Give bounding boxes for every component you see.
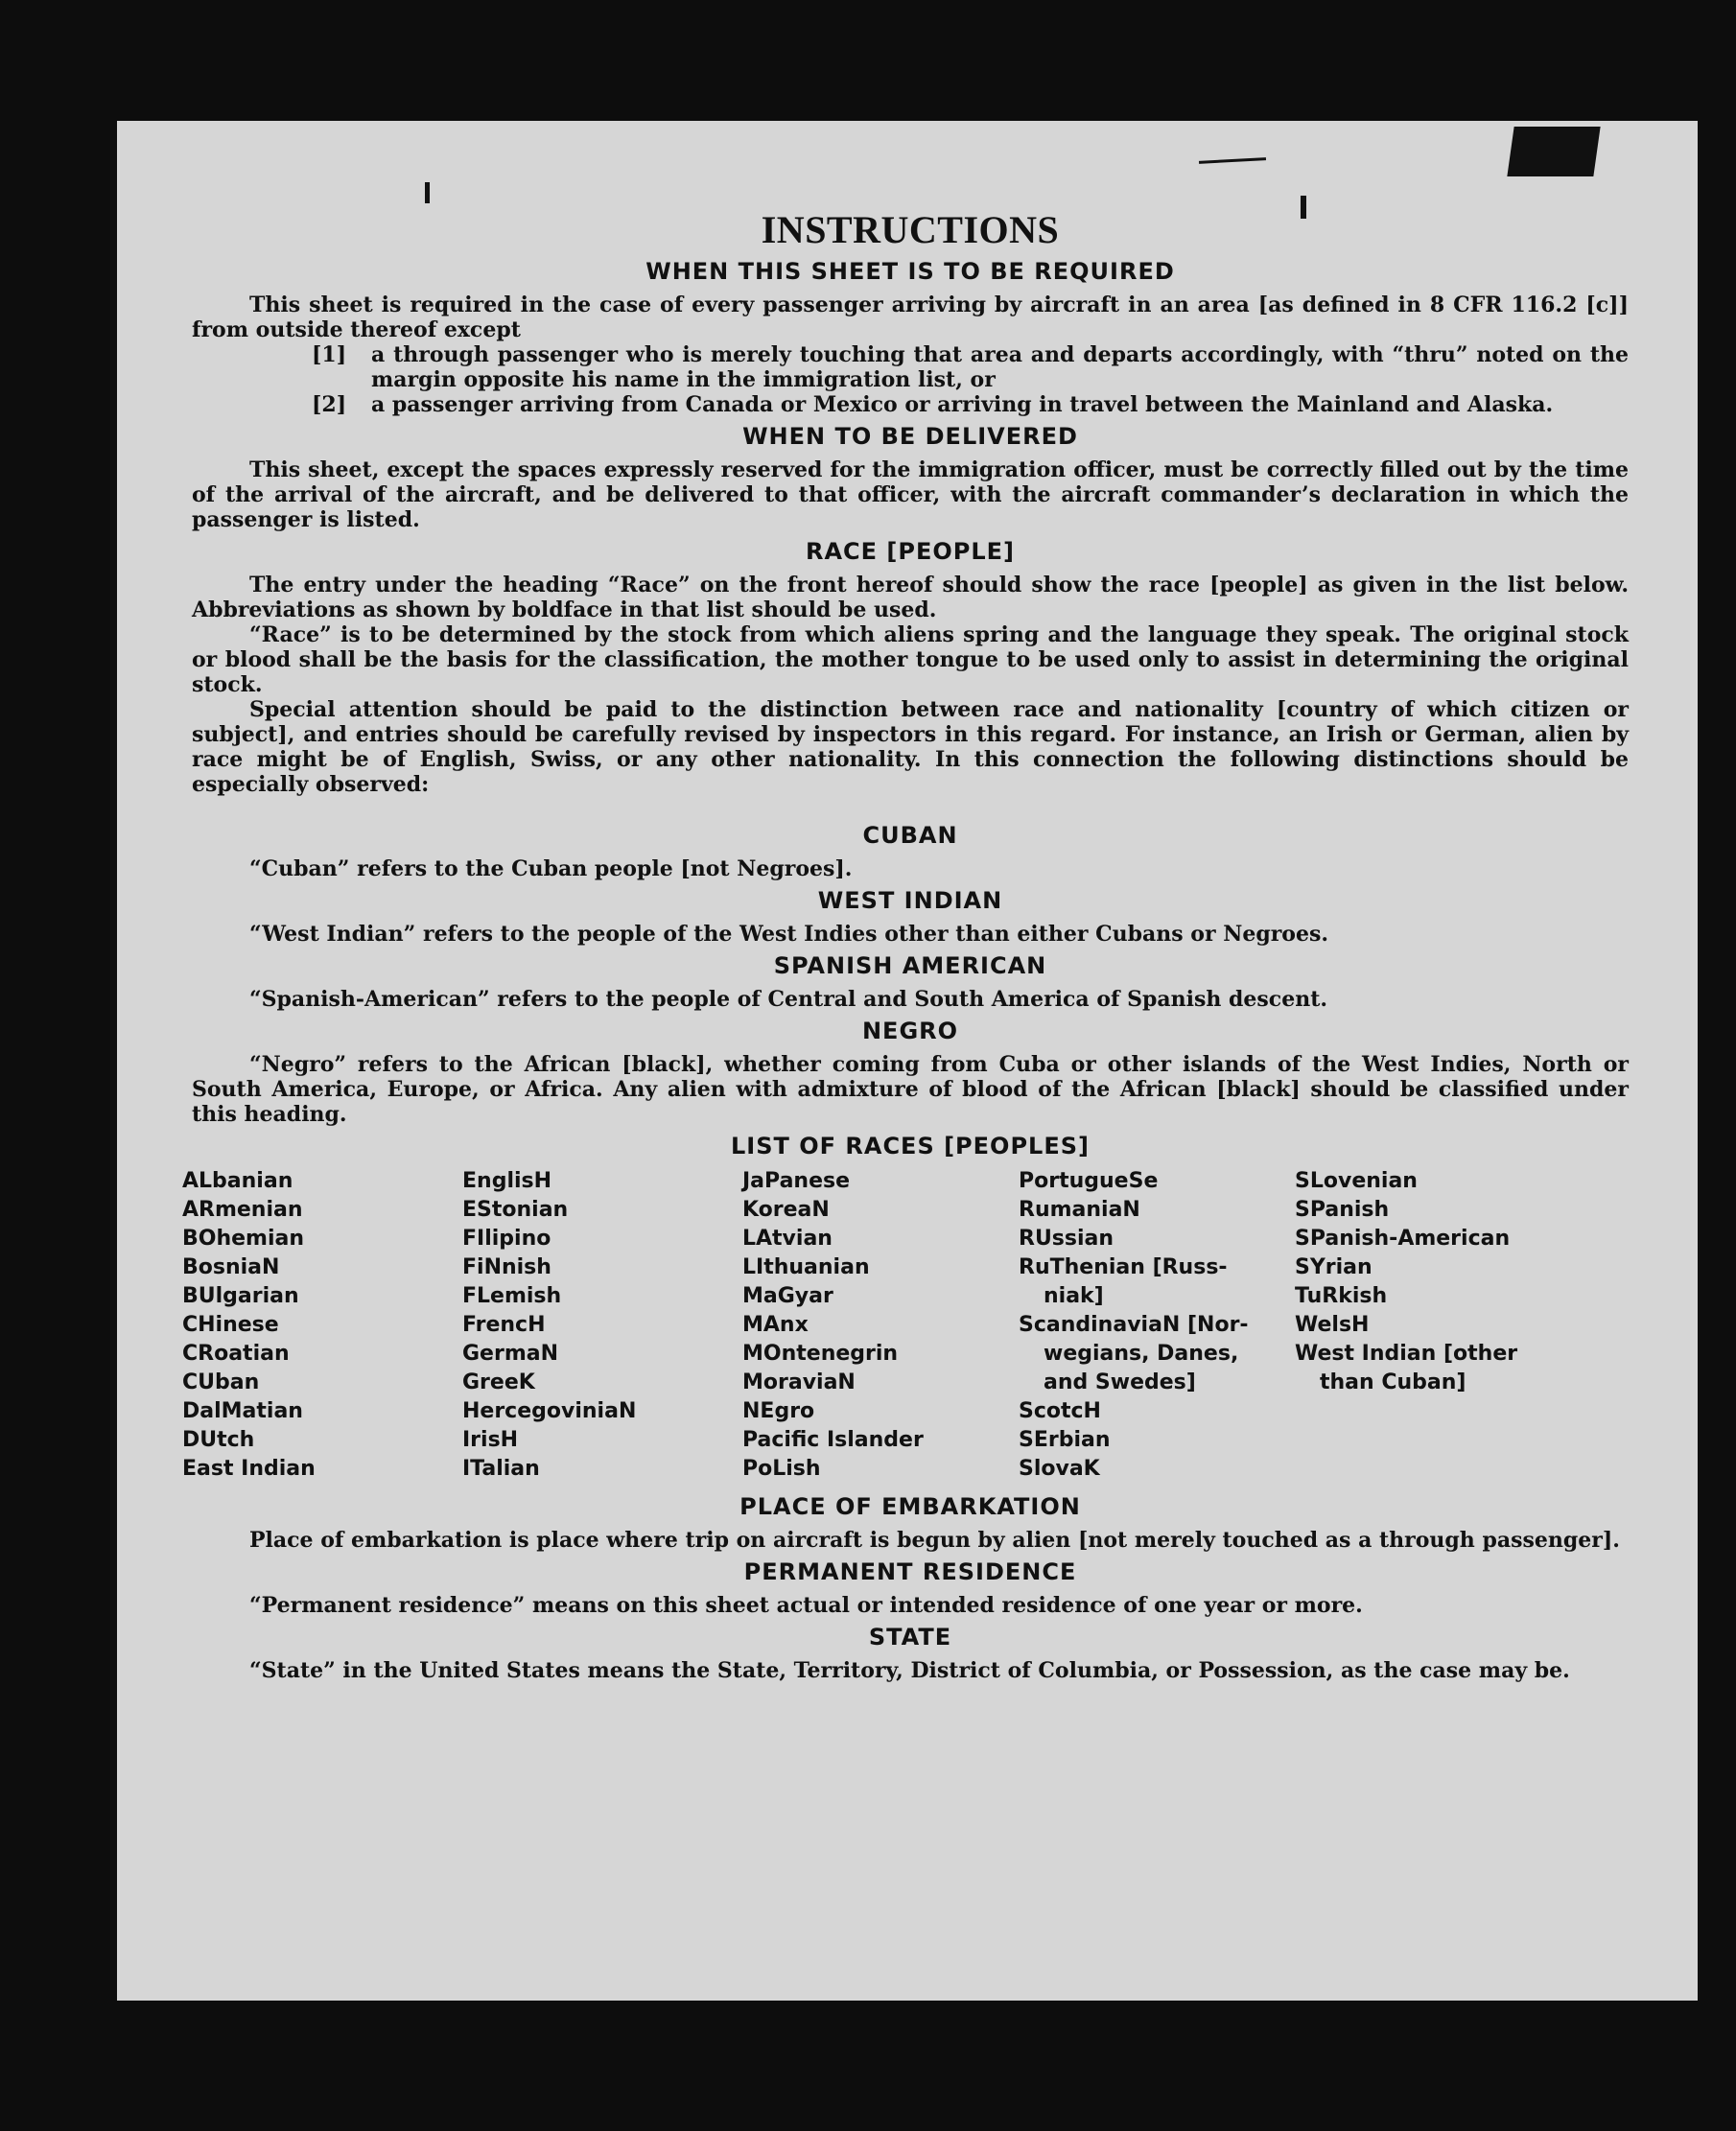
heading-list-of-races: LIST OF RACES [PEOPLES] [731,1133,1090,1159]
exception-text: a through passenger who is merely touching that area and departs accordingly, with “thru” noted on the margin opposite his name in the immigration list, or [371,342,1629,392]
race-item: JaPanese [742,1169,851,1193]
race-item: GermaN [462,1342,559,1366]
scan-blot [1507,127,1600,176]
race-item: ALbanian [182,1169,293,1193]
race-item: SPanish [1295,1198,1390,1222]
page-title: INSTRUCTIONS [761,208,1060,251]
race-item: niak] [1044,1284,1104,1308]
scan-mark [425,182,430,203]
race-item: than Cuban] [1320,1370,1466,1394]
exception-item-1 [312,342,1629,392]
heading-state: STATE [868,1624,952,1651]
heading-spanish-american: SPANISH AMERICAN [773,952,1047,979]
spanish-american-text: “Spanish-American” refers to the people of Central and South America of Spanish descent. [249,987,1328,1012]
west-indian-text: “West Indian” refers to the people of the West Indies other than either Cubans or Negroes. [249,922,1329,947]
race-item: TuRkish [1295,1284,1388,1308]
race-item: West Indian [other [1295,1342,1518,1366]
race-item: Pacific Islander [742,1428,924,1452]
delivered-text: This sheet, except the spaces expressly reserved for the immigration officer, must be correctly filled out by the time of the arrival of the aircraft, and be delivered to that officer, with the aircraft commander’s declaration in which the passenger is listed. [192,457,1629,532]
race-column-4 [1019,1167,1295,1484]
race-item: MaGyar [742,1284,833,1308]
race-item: CHinese [182,1313,279,1337]
race-item: SLovenian [1295,1169,1418,1193]
race-item: FLemish [462,1284,562,1308]
race-item: SErbian [1019,1428,1111,1452]
race-item: MOntenegrin [742,1342,899,1366]
race-item: WelsH [1295,1313,1370,1337]
required-intro: This sheet is required in the case of every passenger arriving by aircraft in an area [as defined in 8 CFR 116.2 [c]] from outside thereof except [192,293,1629,342]
race-item: East Indian [182,1457,316,1481]
race-item: SPanish-American [1295,1227,1511,1251]
race-column-1 [182,1167,462,1484]
race-item: FIlipino [462,1227,551,1251]
race-item: EnglisH [462,1169,552,1193]
exception-number: [2] [312,392,347,417]
race-item: RuThenian [Russ- [1019,1255,1228,1279]
race-item: MAnx [742,1313,809,1337]
race-item: LAtvian [742,1227,833,1251]
race-item: GreeK [462,1370,535,1394]
race-item: RumaniaN [1019,1198,1140,1222]
heading-embarkation: PLACE OF EMBARKATION [739,1493,1081,1520]
race-item: and Swedes] [1044,1370,1196,1394]
race-paragraph-2: “Race” is to be determined by the stock from which aliens spring and the language they speak. The original stock or blood shall be the basis for the classification, the mother tongue to be used only to assist in determining the original stock. [192,622,1629,697]
race-item: FrencH [462,1313,546,1337]
exception-text: a passenger arriving from Canada or Mexico or arriving in travel between the Mainland and Alaska. [371,392,1554,417]
race-item: wegians, Danes, [1044,1342,1239,1366]
instruction-sheet [117,121,1698,2001]
race-item: PoLish [742,1457,821,1481]
race-item: ScotcH [1019,1399,1101,1423]
heading-west-indian: WEST INDIAN [817,887,1003,914]
state-text: “State” in the United States means the State, Territory, District of Columbia, or Possession, as the case may be. [249,1658,1570,1683]
race-item: HercegoviniaN [462,1399,637,1423]
heading-permanent-residence: PERMANENT RESIDENCE [743,1558,1077,1585]
heading-when-delivered: WHEN TO BE DELIVERED [742,423,1078,450]
heading-race: RACE [PEOPLE] [805,538,1016,565]
race-item: MoraviaN [742,1370,856,1394]
race-item: ITalian [462,1457,540,1481]
exception-item-2 [312,392,1629,417]
race-column-3 [742,1167,1019,1484]
race-item: NEgro [742,1399,815,1423]
race-item: RUssian [1019,1227,1114,1251]
race-item: BosniaN [182,1255,280,1279]
race-item: PortugueSe [1019,1169,1159,1193]
race-item: EStonian [462,1198,569,1222]
race-item: BUlgarian [182,1284,299,1308]
scan-mark [1301,196,1306,219]
race-item: DalMatian [182,1399,303,1423]
cuban-text: “Cuban” refers to the Cuban people [not Negroes]. [249,856,853,881]
race-paragraph-3: Special attention should be paid to the distinction between race and nationality [country of which citizen or subject], and entries should be carefully revised by inspectors in this regard. For instance, an Irish or German, alien by race might be of English, Swiss, or any other nationality. In this connection the following distinctions should be especially observed: [192,697,1629,797]
race-item: SlovaK [1019,1457,1100,1481]
embarkation-text: Place of embarkation is place where trip on aircraft is begun by alien [not merely touched as a through passenger]. [249,1528,1620,1553]
negro-text: “Negro” refers to the African [black], whether coming from Cuba or other islands of the West Indies, North or South America, Europe, or Africa. Any alien with admixture of blood of the African [black] should be classified under this heading. [192,1052,1629,1127]
race-item: DUtch [182,1428,255,1452]
heading-when-required: WHEN THIS SHEET IS TO BE REQUIRED [645,258,1175,285]
race-item: IrisH [462,1428,519,1452]
race-paragraph-1: The entry under the heading “Race” on the front hereof should show the race [people] as given in the list below. Abbreviations as shown by boldface in that list should be used. [192,573,1629,622]
exception-number: [1] [312,342,347,367]
heading-cuban: CUBAN [862,822,958,849]
race-item: BOhemian [182,1227,305,1251]
race-item: CUban [182,1370,260,1394]
race-item: ScandinaviaN [Nor- [1019,1313,1249,1337]
race-column-2 [462,1167,742,1484]
heading-negro: NEGRO [861,1018,959,1044]
residence-text: “Permanent residence” means on this sheet actual or intended residence of one year or more. [249,1593,1363,1618]
race-item: ARmenian [182,1198,303,1222]
race-item: SYrian [1295,1255,1372,1279]
race-item: LIthuanian [742,1255,870,1279]
race-item: CRoatian [182,1342,290,1366]
race-column-5 [1295,1167,1583,1484]
race-item: KoreaN [742,1198,830,1222]
race-item: FiNnish [462,1255,551,1279]
race-list [182,1167,1629,1484]
